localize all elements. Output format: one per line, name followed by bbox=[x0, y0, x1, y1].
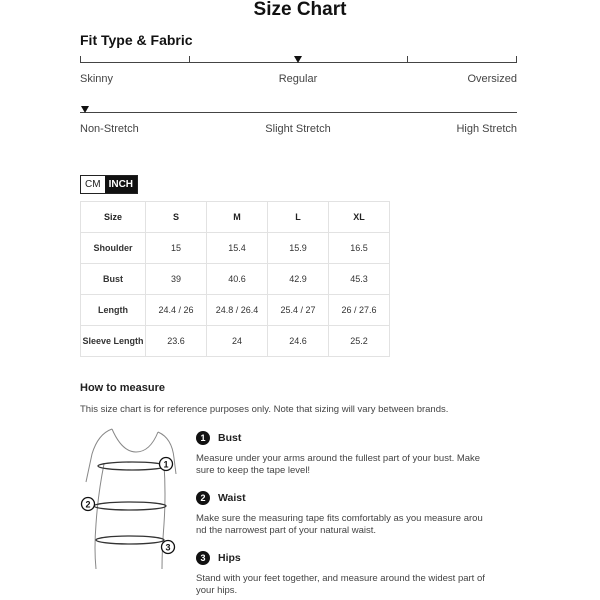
fit-label-regular: Regular bbox=[278, 73, 318, 85]
row-label: Bust bbox=[81, 264, 146, 295]
row-label: Length bbox=[81, 295, 146, 326]
waist-measure-line bbox=[94, 502, 166, 510]
measure-title: Waist bbox=[218, 492, 246, 504]
measure-title: Bust bbox=[218, 432, 242, 444]
measure-text: Measure under your arms around the fullest part of your bust. Make sure to keep the tape level! bbox=[196, 453, 481, 476]
fit-section-title: Fit Type & Fabric bbox=[80, 32, 193, 48]
figure-marker-hips-label: 3 bbox=[165, 542, 171, 553]
fit-label-oversized: Oversized bbox=[467, 73, 517, 85]
fit-scale-tick bbox=[407, 56, 408, 63]
measure-title: Hips bbox=[218, 552, 241, 564]
page-title: Size Chart bbox=[253, 0, 347, 20]
size-table bbox=[80, 201, 390, 357]
table-header-row bbox=[81, 202, 390, 233]
table-cell: 15.9 bbox=[268, 233, 329, 264]
table-cell: 16.5 bbox=[329, 233, 390, 264]
hips-measure-line bbox=[96, 536, 164, 544]
fit-scale-tick bbox=[189, 56, 190, 63]
neckline-outline bbox=[112, 429, 158, 452]
table-cell: 15.4 bbox=[207, 233, 268, 264]
table-cell: 15 bbox=[146, 233, 207, 264]
figure-marker-bust-label: 1 bbox=[163, 459, 169, 470]
table-cell: 42.9 bbox=[268, 264, 329, 295]
row-label: Sleeve Length bbox=[81, 326, 146, 357]
stretch-label-slight: Slight Stretch bbox=[265, 123, 331, 135]
table-cell: 25.4 / 27 bbox=[268, 295, 329, 326]
fit-label-skinny: Skinny bbox=[80, 73, 114, 85]
table-cell: 24.8 / 26.4 bbox=[207, 295, 268, 326]
table-header-cell: L bbox=[268, 202, 329, 233]
stretch-label-non: Non-Stretch bbox=[80, 123, 139, 135]
measure-item-bust bbox=[196, 431, 496, 477]
fit-type-scale bbox=[80, 53, 517, 83]
left-side-outline bbox=[95, 464, 104, 569]
table-header-cell: Size bbox=[81, 202, 146, 233]
stretch-scale-line bbox=[80, 112, 517, 113]
table-cell: 45.3 bbox=[329, 264, 390, 295]
table-row bbox=[81, 326, 390, 357]
fit-scale-tick bbox=[516, 56, 517, 63]
table-header-cell: XL bbox=[329, 202, 390, 233]
bust-measure-line bbox=[98, 459, 169, 470]
table-row bbox=[81, 233, 390, 264]
measure-text: Make sure the measuring tape fits comfortably as you measure around the narrowest part of your natural waist. bbox=[196, 513, 483, 536]
table-cell: 24.6 bbox=[268, 326, 329, 357]
table-header-cell: S bbox=[146, 202, 207, 233]
figure-marker-waist-label: 2 bbox=[85, 499, 91, 510]
unit-inch-button[interactable]: INCH bbox=[105, 176, 137, 193]
table-header-cell: M bbox=[207, 202, 268, 233]
measure-number-badge: 2 bbox=[196, 491, 210, 505]
table-cell: 24 bbox=[207, 326, 268, 357]
table-cell: 23.6 bbox=[146, 326, 207, 357]
measure-item-waist bbox=[196, 491, 496, 537]
measure-number-badge: 3 bbox=[196, 551, 210, 565]
table-row bbox=[81, 295, 390, 326]
stretch-selected-marker bbox=[81, 106, 89, 113]
table-cell: 25.2 bbox=[329, 326, 390, 357]
stretch-label-high: High Stretch bbox=[456, 123, 517, 135]
measure-item-hips bbox=[196, 551, 496, 597]
measure-text: Stand with your feet together, and measure around the widest part of your hips. bbox=[196, 573, 485, 596]
unit-toggle bbox=[80, 175, 138, 194]
left-shoulder-outline bbox=[86, 429, 112, 482]
unit-cm-button[interactable]: CM bbox=[81, 176, 105, 193]
body-measurement-figure bbox=[74, 424, 184, 574]
table-row bbox=[81, 264, 390, 295]
table-cell: 24.4 / 26 bbox=[146, 295, 207, 326]
fit-selected-marker bbox=[294, 56, 302, 63]
table-cell: 26 / 27.6 bbox=[329, 295, 390, 326]
table-cell: 40.6 bbox=[207, 264, 268, 295]
table-cell: 39 bbox=[146, 264, 207, 295]
stretch-scale bbox=[80, 103, 517, 133]
measure-number-badge: 1 bbox=[196, 431, 210, 445]
row-label: Shoulder bbox=[81, 233, 146, 264]
fit-scale-tick bbox=[80, 56, 81, 63]
how-to-measure-description: This size chart is for reference purposes only. Note that sizing will vary between brands. bbox=[80, 404, 449, 415]
how-to-measure-title: How to measure bbox=[80, 382, 165, 394]
